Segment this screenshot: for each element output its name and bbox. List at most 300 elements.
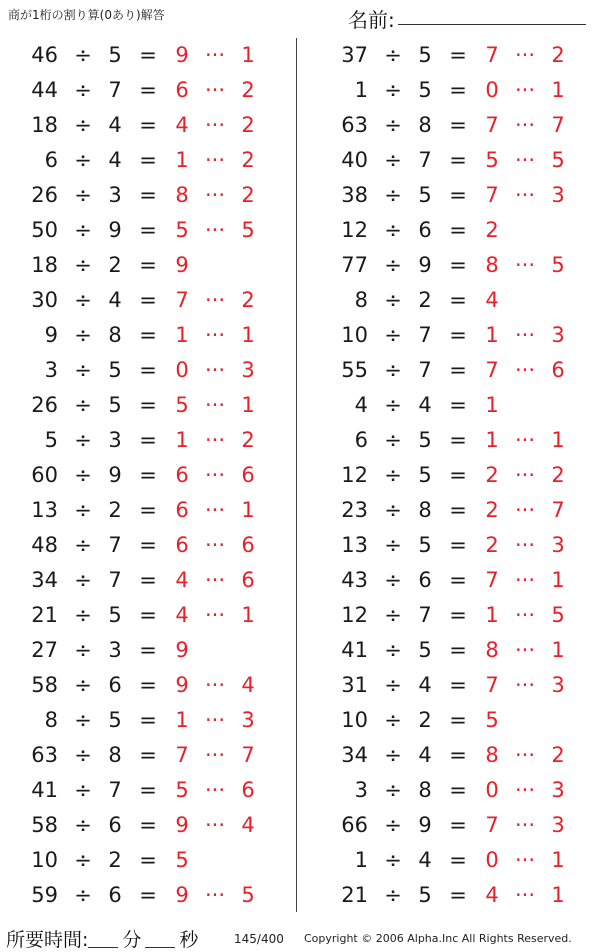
- remainder: 5: [551, 603, 565, 627]
- equals-sign: =: [139, 533, 157, 557]
- equals-sign: =: [139, 148, 157, 172]
- problem-row: [0, 423, 290, 458]
- remainder: 5: [241, 883, 255, 907]
- divide-sign: ÷: [74, 428, 92, 452]
- equals-sign: =: [139, 43, 157, 67]
- dividend: 55: [341, 358, 368, 382]
- problem-row: [0, 283, 290, 318]
- divide-sign: ÷: [74, 638, 92, 662]
- problem-row: [0, 563, 290, 598]
- problem-row: [310, 318, 600, 353]
- equals-sign: =: [449, 253, 467, 277]
- divisor: 3: [108, 183, 122, 207]
- divisor: 5: [108, 358, 122, 382]
- dividend: 12: [341, 463, 368, 487]
- divide-sign: ÷: [384, 218, 402, 242]
- remainder-sign: ···: [514, 113, 536, 137]
- divide-sign: ÷: [384, 393, 402, 417]
- problem-row: [310, 738, 600, 773]
- quotient: 5: [485, 708, 499, 732]
- divisor: 8: [108, 323, 122, 347]
- dividend: 41: [341, 638, 368, 662]
- quotient: 1: [175, 148, 189, 172]
- remainder-sign: ···: [514, 358, 536, 382]
- quotient: 5: [485, 148, 499, 172]
- divisor: 2: [418, 288, 432, 312]
- divide-sign: ÷: [384, 148, 402, 172]
- remainder: 2: [241, 148, 255, 172]
- divisor: 5: [418, 428, 432, 452]
- dividend: 6: [354, 428, 368, 452]
- divisor: 3: [108, 428, 122, 452]
- problem-row: [310, 388, 600, 423]
- problem-row: [310, 633, 600, 668]
- worksheet-title: 商が1桁の割り算(0あり)解答: [8, 8, 165, 22]
- remainder: 1: [551, 78, 565, 102]
- equals-sign: =: [449, 533, 467, 557]
- equals-sign: =: [449, 323, 467, 347]
- dividend: 8: [44, 708, 58, 732]
- divisor: 4: [418, 848, 432, 872]
- divisor: 8: [418, 778, 432, 802]
- equals-sign: =: [449, 288, 467, 312]
- equals-sign: =: [139, 323, 157, 347]
- quotient: 6: [175, 498, 189, 522]
- divisor: 9: [108, 463, 122, 487]
- remainder: 6: [241, 568, 255, 592]
- remainder-sign: ···: [204, 708, 226, 732]
- remainder: 3: [551, 778, 565, 802]
- divide-sign: ÷: [384, 323, 402, 347]
- remainder: 2: [241, 183, 255, 207]
- problem-row: [310, 808, 600, 843]
- divisor: 7: [108, 78, 122, 102]
- minutes-blank: [88, 931, 118, 948]
- equals-sign: =: [139, 568, 157, 592]
- dividend: 77: [341, 253, 368, 277]
- dividend: 31: [341, 673, 368, 697]
- name-label: 名前:: [348, 8, 395, 32]
- problem-row: [310, 108, 600, 143]
- quotient: 7: [485, 813, 499, 837]
- remainder-sign: ···: [514, 533, 536, 557]
- remainder: 2: [241, 78, 255, 102]
- divisor: 2: [108, 848, 122, 872]
- dividend: 34: [341, 743, 368, 767]
- dividend: 66: [341, 813, 368, 837]
- equals-sign: =: [449, 673, 467, 697]
- dividend: 46: [31, 43, 58, 67]
- remainder-sign: ···: [204, 183, 226, 207]
- dividend: 3: [354, 778, 368, 802]
- remainder-sign: ···: [514, 673, 536, 697]
- right-problem-column: [310, 38, 600, 913]
- dividend: 63: [31, 743, 58, 767]
- remainder: 1: [551, 568, 565, 592]
- equals-sign: =: [449, 43, 467, 67]
- equals-sign: =: [449, 78, 467, 102]
- remainder-sign: ···: [514, 568, 536, 592]
- problem-row: [0, 878, 290, 913]
- divisor: 5: [108, 43, 122, 67]
- divide-sign: ÷: [74, 708, 92, 732]
- problem-row: [310, 423, 600, 458]
- equals-sign: =: [139, 78, 157, 102]
- problem-row: [0, 843, 290, 878]
- divide-sign: ÷: [384, 43, 402, 67]
- equals-sign: =: [449, 568, 467, 592]
- dividend: 18: [31, 253, 58, 277]
- divisor: 5: [418, 533, 432, 557]
- divisor: 5: [108, 708, 122, 732]
- remainder: 1: [241, 43, 255, 67]
- divide-sign: ÷: [384, 358, 402, 382]
- remainder: 3: [551, 813, 565, 837]
- seconds-unit: 秒: [179, 929, 199, 951]
- problem-row: [0, 633, 290, 668]
- quotient: 7: [175, 743, 189, 767]
- remainder-sign: ···: [204, 778, 226, 802]
- problem-row: [310, 843, 600, 878]
- dividend: 43: [341, 568, 368, 592]
- divisor: 9: [108, 218, 122, 242]
- problem-row: [310, 283, 600, 318]
- divide-sign: ÷: [74, 813, 92, 837]
- divisor: 5: [418, 883, 432, 907]
- equals-sign: =: [449, 603, 467, 627]
- equals-sign: =: [139, 183, 157, 207]
- dividend: 27: [31, 638, 58, 662]
- problem-row: [310, 773, 600, 808]
- remainder: 6: [551, 358, 565, 382]
- dividend: 41: [31, 778, 58, 802]
- dividend: 12: [341, 218, 368, 242]
- quotient: 7: [485, 43, 499, 67]
- dividend: 13: [31, 498, 58, 522]
- dividend: 4: [354, 393, 368, 417]
- equals-sign: =: [139, 113, 157, 137]
- remainder: 3: [551, 323, 565, 347]
- remainder-sign: ···: [204, 428, 226, 452]
- equals-sign: =: [139, 883, 157, 907]
- problem-row: [0, 318, 290, 353]
- remainder: 1: [551, 848, 565, 872]
- remainder: 3: [551, 673, 565, 697]
- quotient: 6: [175, 533, 189, 557]
- divisor: 2: [108, 498, 122, 522]
- remainder-sign: ···: [204, 323, 226, 347]
- divide-sign: ÷: [384, 533, 402, 557]
- divisor: 8: [108, 743, 122, 767]
- dividend: 21: [341, 883, 368, 907]
- divide-sign: ÷: [384, 183, 402, 207]
- quotient: 7: [485, 568, 499, 592]
- divisor: 3: [108, 638, 122, 662]
- remainder-sign: ···: [204, 288, 226, 312]
- divide-sign: ÷: [384, 253, 402, 277]
- quotient: 1: [485, 428, 499, 452]
- equals-sign: =: [139, 358, 157, 382]
- problem-row: [0, 458, 290, 493]
- divide-sign: ÷: [384, 603, 402, 627]
- quotient: 8: [485, 253, 499, 277]
- divide-sign: ÷: [384, 638, 402, 662]
- equals-sign: =: [139, 428, 157, 452]
- dividend: 26: [31, 393, 58, 417]
- equals-sign: =: [449, 218, 467, 242]
- divide-sign: ÷: [74, 883, 92, 907]
- problem-row: [310, 143, 600, 178]
- divisor: 5: [418, 78, 432, 102]
- problem-row: [0, 808, 290, 843]
- divide-sign: ÷: [384, 568, 402, 592]
- quotient: 2: [485, 498, 499, 522]
- problem-row: [310, 598, 600, 633]
- dividend: 18: [31, 113, 58, 137]
- remainder-sign: ···: [514, 428, 536, 452]
- quotient: 1: [485, 393, 499, 417]
- dividend: 6: [44, 148, 58, 172]
- problem-row: [0, 528, 290, 563]
- problem-row: [0, 738, 290, 773]
- remainder-sign: ···: [204, 743, 226, 767]
- quotient: 5: [175, 393, 189, 417]
- quotient: 5: [175, 778, 189, 802]
- remainder: 1: [241, 323, 255, 347]
- divisor: 7: [418, 358, 432, 382]
- equals-sign: =: [449, 708, 467, 732]
- divisor: 5: [418, 638, 432, 662]
- equals-sign: =: [449, 358, 467, 382]
- remainder: 2: [551, 743, 565, 767]
- equals-sign: =: [139, 393, 157, 417]
- equals-sign: =: [139, 778, 157, 802]
- quotient: 7: [485, 358, 499, 382]
- divide-sign: ÷: [384, 708, 402, 732]
- problem-row: [0, 703, 290, 738]
- divisor: 6: [108, 813, 122, 837]
- divide-sign: ÷: [384, 778, 402, 802]
- dividend: 37: [341, 43, 368, 67]
- divide-sign: ÷: [384, 883, 402, 907]
- quotient: 6: [175, 78, 189, 102]
- problem-row: [310, 213, 600, 248]
- divisor: 5: [418, 183, 432, 207]
- divisor: 6: [418, 218, 432, 242]
- divide-sign: ÷: [384, 813, 402, 837]
- remainder-sign: ···: [204, 673, 226, 697]
- remainder-sign: ···: [204, 358, 226, 382]
- divide-sign: ÷: [74, 323, 92, 347]
- divisor: 4: [108, 113, 122, 137]
- divisor: 4: [108, 148, 122, 172]
- remainder-sign: ···: [204, 393, 226, 417]
- problem-row: [0, 493, 290, 528]
- divisor: 4: [108, 288, 122, 312]
- divide-sign: ÷: [74, 568, 92, 592]
- remainder-sign: ···: [514, 883, 536, 907]
- problem-row: [310, 38, 600, 73]
- quotient: 1: [175, 323, 189, 347]
- equals-sign: =: [449, 113, 467, 137]
- equals-sign: =: [449, 638, 467, 662]
- divide-sign: ÷: [74, 498, 92, 522]
- remainder-sign: ···: [514, 498, 536, 522]
- quotient: 7: [485, 673, 499, 697]
- divisor: 7: [108, 568, 122, 592]
- seconds-blank: [145, 931, 175, 948]
- dividend: 58: [31, 813, 58, 837]
- divide-sign: ÷: [74, 78, 92, 102]
- equals-sign: =: [449, 883, 467, 907]
- dividend: 13: [341, 533, 368, 557]
- divide-sign: ÷: [384, 498, 402, 522]
- divide-sign: ÷: [74, 533, 92, 557]
- remainder-sign: ···: [514, 778, 536, 802]
- problem-row: [0, 353, 290, 388]
- remainder-sign: ···: [204, 533, 226, 557]
- quotient: 7: [175, 288, 189, 312]
- remainder: 5: [241, 218, 255, 242]
- divisor: 5: [108, 393, 122, 417]
- equals-sign: =: [139, 673, 157, 697]
- divisor: 7: [418, 148, 432, 172]
- column-divider: [296, 38, 297, 912]
- quotient: 4: [485, 288, 499, 312]
- equals-sign: =: [449, 778, 467, 802]
- remainder: 6: [241, 533, 255, 557]
- remainder: 2: [241, 113, 255, 137]
- quotient: 8: [175, 183, 189, 207]
- remainder-sign: ···: [514, 183, 536, 207]
- divisor: 2: [418, 708, 432, 732]
- remainder: 2: [551, 43, 565, 67]
- dividend: 58: [31, 673, 58, 697]
- remainder: 5: [551, 253, 565, 277]
- remainder-sign: ···: [514, 463, 536, 487]
- remainder: 4: [241, 813, 255, 837]
- divisor: 6: [418, 568, 432, 592]
- quotient: 1: [175, 428, 189, 452]
- divide-sign: ÷: [74, 603, 92, 627]
- divide-sign: ÷: [384, 428, 402, 452]
- divisor: 8: [418, 113, 432, 137]
- remainder-sign: ···: [514, 638, 536, 662]
- divide-sign: ÷: [74, 358, 92, 382]
- dividend: 1: [354, 78, 368, 102]
- problem-row: [0, 38, 290, 73]
- equals-sign: =: [139, 288, 157, 312]
- problem-row: [0, 773, 290, 808]
- divide-sign: ÷: [384, 78, 402, 102]
- divide-sign: ÷: [74, 113, 92, 137]
- equals-sign: =: [139, 218, 157, 242]
- quotient: 4: [175, 568, 189, 592]
- problem-row: [0, 143, 290, 178]
- equals-sign: =: [139, 813, 157, 837]
- remainder: 1: [241, 498, 255, 522]
- page-number: 145/400: [234, 932, 284, 946]
- quotient: 9: [175, 638, 189, 662]
- quotient: 8: [485, 638, 499, 662]
- remainder: 7: [551, 498, 565, 522]
- equals-sign: =: [449, 848, 467, 872]
- quotient: 9: [175, 673, 189, 697]
- dividend: 9: [44, 323, 58, 347]
- problem-row: [310, 703, 600, 738]
- remainder: 7: [551, 113, 565, 137]
- divisor: 8: [418, 498, 432, 522]
- dividend: 12: [341, 603, 368, 627]
- remainder-sign: ···: [204, 148, 226, 172]
- remainder-sign: ···: [514, 148, 536, 172]
- dividend: 59: [31, 883, 58, 907]
- quotient: 0: [485, 848, 499, 872]
- dividend: 10: [341, 708, 368, 732]
- divisor: 2: [108, 253, 122, 277]
- divide-sign: ÷: [74, 848, 92, 872]
- remainder-sign: ···: [204, 498, 226, 522]
- quotient: 4: [175, 603, 189, 627]
- dividend: 63: [341, 113, 368, 137]
- remainder-sign: ···: [204, 568, 226, 592]
- divisor: 4: [418, 393, 432, 417]
- equals-sign: =: [449, 498, 467, 522]
- divide-sign: ÷: [384, 463, 402, 487]
- equals-sign: =: [449, 463, 467, 487]
- divide-sign: ÷: [384, 743, 402, 767]
- dividend: 30: [31, 288, 58, 312]
- dividend: 1: [354, 848, 368, 872]
- divide-sign: ÷: [74, 778, 92, 802]
- divisor: 6: [108, 883, 122, 907]
- remainder: 1: [551, 883, 565, 907]
- remainder-sign: ···: [204, 78, 226, 102]
- divisor: 9: [418, 813, 432, 837]
- dividend: 21: [31, 603, 58, 627]
- remainder-sign: ···: [514, 78, 536, 102]
- dividend: 3: [44, 358, 58, 382]
- remainder: 6: [241, 463, 255, 487]
- problem-row: [310, 528, 600, 563]
- problem-row: [310, 493, 600, 528]
- remainder-sign: ···: [514, 813, 536, 837]
- divide-sign: ÷: [74, 183, 92, 207]
- dividend: 8: [354, 288, 368, 312]
- divide-sign: ÷: [74, 148, 92, 172]
- remainder: 3: [551, 183, 565, 207]
- divisor: 5: [418, 463, 432, 487]
- time-taken: [6, 925, 202, 952]
- quotient: 4: [175, 113, 189, 137]
- dividend: 60: [31, 463, 58, 487]
- equals-sign: =: [449, 148, 467, 172]
- equals-sign: =: [139, 498, 157, 522]
- quotient: 2: [485, 218, 499, 242]
- divisor: 7: [418, 323, 432, 347]
- divide-sign: ÷: [74, 673, 92, 697]
- remainder: 4: [241, 673, 255, 697]
- dividend: 48: [31, 533, 58, 557]
- problem-row: [0, 598, 290, 633]
- problem-row: [310, 878, 600, 913]
- minutes-unit: 分: [122, 929, 142, 951]
- equals-sign: =: [449, 393, 467, 417]
- divide-sign: ÷: [384, 673, 402, 697]
- divisor: 6: [108, 673, 122, 697]
- dividend: 50: [31, 218, 58, 242]
- problem-row: [310, 73, 600, 108]
